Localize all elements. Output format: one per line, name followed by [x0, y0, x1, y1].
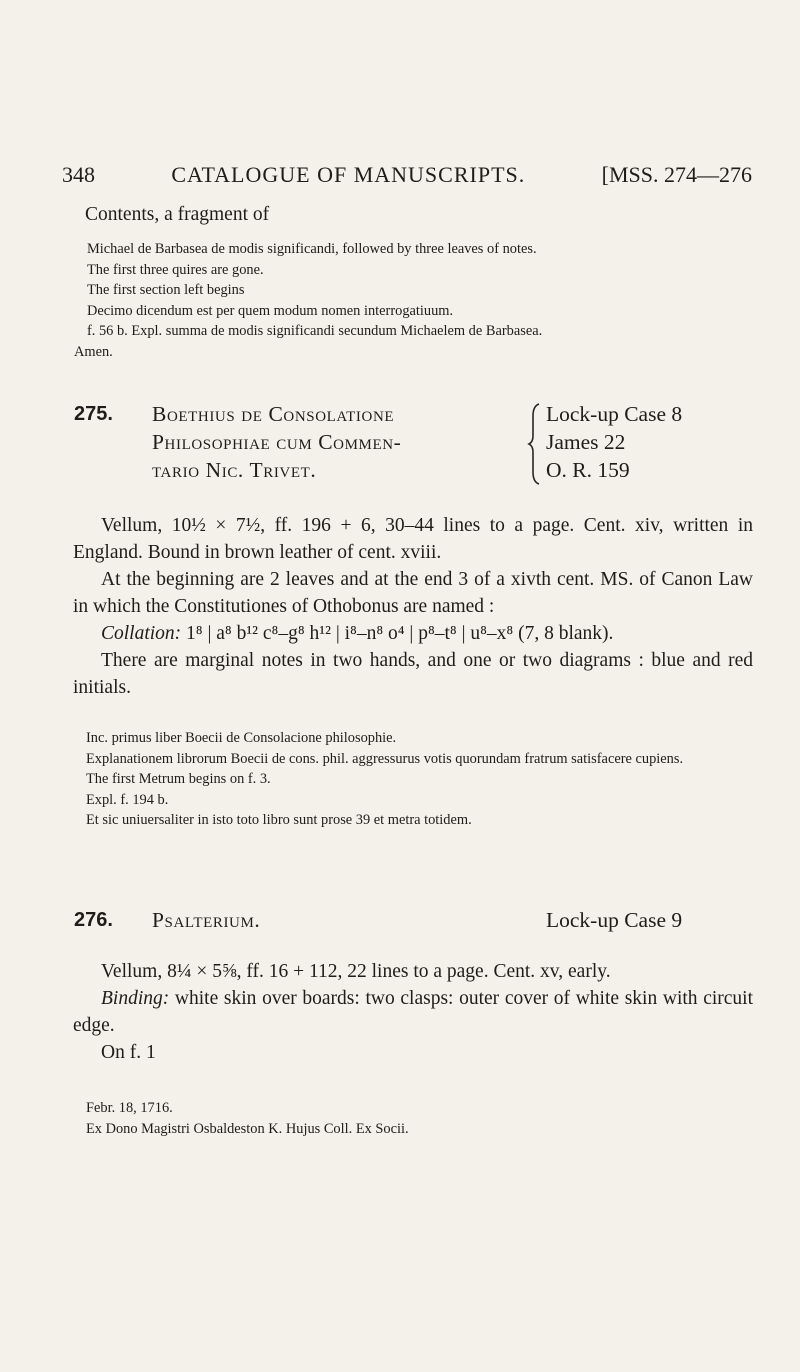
on-folio-line: On f. 1 — [101, 1042, 156, 1063]
page-number: 348 — [62, 162, 95, 187]
binding-line — [73, 985, 753, 1039]
collation-label: Collation: — [101, 623, 182, 644]
description-paragraph: There are marginal notes in two hands, and one or two diagrams : blue and red initials. — [73, 650, 753, 698]
contents-line: Decimo dicendum est per quem modum nomen interrogatiuum. — [87, 302, 454, 319]
contents-line: f. 56 b. Expl. summa de modis significandi secundum Michaelem de Barbasea. — [87, 323, 543, 339]
binding-text: white skin over boards: two clasps: outer cover of white skin with circuit edge. — [73, 988, 754, 1036]
note-line: Febr. 18, 1716. — [86, 1100, 173, 1116]
description-paragraph: Vellum, 10½ × 7½, ff. 196 + 6, 30–44 lines to a page. Cent. xiv, written in England. Bound in brown leather of cent. xviii. — [73, 515, 753, 563]
collation-line — [73, 620, 753, 647]
contents-body — [74, 239, 754, 362]
contents-line: The first section left begins — [87, 282, 245, 298]
entry-title-line: tario Nic. Trivet. — [152, 458, 317, 482]
contents-line: Michael de Barbasea de modis significandi, followed by three leaves of notes. — [87, 241, 537, 257]
running-title: CATALOGUE OF MANUSCRIPTS. — [171, 162, 526, 187]
note-line: Ex Dono Magistri Osbaldeston K. Hujus Coll. Ex Socii. — [86, 1120, 409, 1137]
contents-line: The first three quires are gone. — [87, 261, 264, 278]
description-paragraph: At the beginning are 2 leaves and at the end 3 of a xivth cent. MS. of Canon Law in which the Constitutiones of Othobonus are named : — [73, 569, 753, 617]
running-header — [62, 162, 752, 188]
contents-line: Amen. — [74, 343, 113, 360]
note-line: Explanationem librorum Boecii de cons. phil. aggressurus votis quorundam fratrum satisfacere cupiens. — [86, 750, 684, 767]
entry-275-heading — [74, 400, 754, 484]
brace-icon — [527, 402, 543, 486]
shelf-mark: Lock-up Case 9 — [546, 908, 683, 932]
note-line: Expl. f. 194 b. — [86, 791, 169, 808]
shelf-mark — [546, 400, 682, 484]
entry-title: Psalterium. — [152, 908, 261, 932]
entry-275-description — [73, 512, 753, 701]
note-line: Et sic uniuersaliter in isto toto libro sunt prose 39 et metra totidem. — [86, 812, 472, 828]
shelf-line: Lock-up Case 8 — [546, 402, 683, 426]
entry-title-line: Boethius de Consolatione — [152, 402, 395, 426]
entry-title-line: Philosophiae cum Commen- — [152, 430, 402, 454]
entry-title — [152, 400, 401, 484]
entry-number: 275. — [74, 403, 113, 425]
collation-formula: 1⁸ | a⁸ b¹² c⁸–g⁸ h¹² | i⁸–n⁸ o⁴ | p⁸–t⁸ | u⁸–x⁸ (7, 8 blank). — [186, 623, 614, 644]
ms-range: [MSS. 274—276 — [601, 162, 752, 187]
entry-275-notes — [73, 728, 753, 831]
note-line: The first Metrum begins on f. 3. — [86, 771, 271, 787]
entry-276-description — [73, 958, 753, 1066]
entry-276-notes — [73, 1098, 753, 1139]
description-paragraph: Vellum, 8¼ × 5⅝, ff. 16 + 112, 22 lines to a page. Cent. xv, early. — [101, 961, 611, 982]
shelf-line: O. R. 159 — [546, 458, 630, 482]
binding-label: Binding: — [101, 988, 170, 1009]
entry-276-heading — [74, 906, 754, 936]
note-line: Inc. primus liber Boecii de Consolacione philosophie. — [86, 730, 397, 746]
contents-title: Contents, a fragment of — [85, 204, 270, 225]
shelf-line: James 22 — [546, 430, 626, 454]
entry-number: 276. — [74, 909, 113, 931]
